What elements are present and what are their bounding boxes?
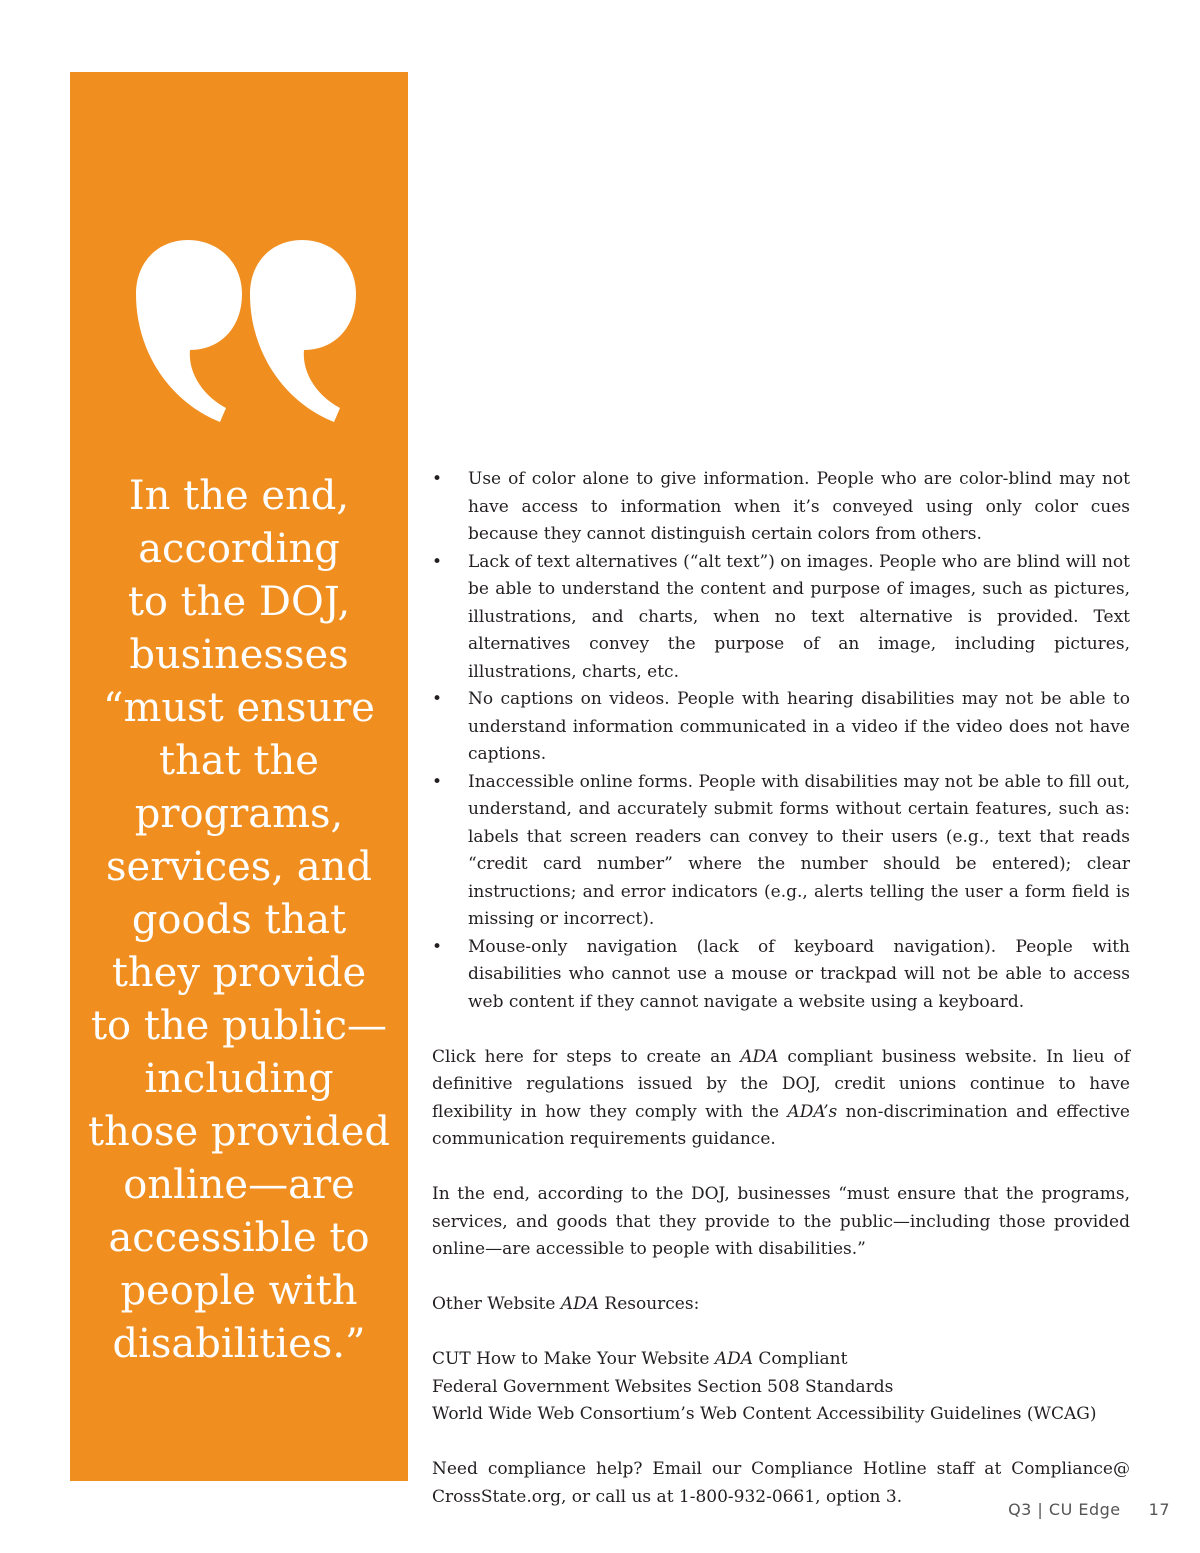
- page-footer: [1008, 1500, 1170, 1519]
- open-quote-icon: [130, 232, 360, 432]
- pull-quote-line: online—are: [123, 1162, 355, 1208]
- pull-quote-line: those provided: [88, 1109, 390, 1155]
- pull-quote-line: In the end,: [128, 473, 350, 519]
- pull-quote-line: they provide: [111, 950, 367, 996]
- pull-quote-line: including: [144, 1056, 334, 1102]
- paragraph-text: for steps to create an: [523, 1046, 741, 1067]
- paragraph-text: non-discrimination and effective communication requirements guidance.: [432, 1101, 1130, 1149]
- pull-quote-line: that the: [159, 738, 319, 784]
- list-item: • Lack of text alternatives (“alt text”) on images. People who are blind will not be able to understand the content and purpose of images, such as pictures, illustrations, and charts, when no text alternative is provided. Text alternatives convey the purpose of an image, including pictures, illustrations, charts, etc.: [432, 549, 1130, 687]
- pull-quote-line: people with: [120, 1268, 358, 1314]
- resources-heading: [432, 1291, 1130, 1319]
- pull-quote-line: to the public—: [90, 1003, 388, 1049]
- pull-quote-line: “must ensure: [103, 685, 375, 731]
- resources-list: [432, 1346, 1130, 1429]
- resource-link-federal[interactable]: Federal Government Websites Section 508 Standards: [432, 1376, 894, 1397]
- ada-term: ADA: [560, 1294, 599, 1314]
- page-number: 17: [1148, 1500, 1170, 1519]
- article-body: [432, 466, 1130, 1511]
- pull-quote-text: [70, 470, 408, 1371]
- list-item: • Mouse-only navigation (lack of keyboard navigation). People with disabilities who cannot use a mouse or trackpad will not be able to access web content if they cannot navigate a website using a keyboard.: [432, 934, 1130, 1017]
- resource-link-cut[interactable]: [432, 1346, 1130, 1374]
- ada-term: ADA: [740, 1046, 779, 1067]
- pull-quote-line: disabilities.”: [112, 1321, 366, 1367]
- resource-link-wcag[interactable]: World Wide Web Consortium’s Web Content Accessibility Guidelines (WCAG): [432, 1404, 1097, 1424]
- click-here-paragraph: [432, 1044, 1130, 1154]
- pull-quote-line: goods that: [131, 897, 347, 943]
- click-here-link[interactable]: Click here: [432, 1046, 524, 1067]
- list-item: • Use of color alone to give information. People who are color-blind may not have access to information when it’s conveyed using only color cues because they cannot distinguish certain colors from others.: [432, 466, 1130, 549]
- compliance-help-paragraph: Need compliance help? Email our Compliance Hotline staff at Compliance@ CrossState.org, or call us at 1-800-932-0661, option 3.: [432, 1459, 1130, 1507]
- pull-quote-line: to the DOJ,: [127, 579, 351, 625]
- end-paragraph: In the end, according to the DOJ, businesses “must ensure that the programs, services, and goods that they provide to the public—including those provided online—are accessible to people with disabilities.”: [432, 1184, 1130, 1259]
- ada-term: ADA’s: [787, 1101, 838, 1122]
- pull-quote-line: accessible to: [108, 1215, 370, 1261]
- paragraph-text: compliant business website. In lieu of definitive regulations issued by the DOJ, credit unions continue to have flexibility in how they comply with the: [432, 1046, 1131, 1122]
- pull-quote-sidebar: [70, 72, 408, 1481]
- pull-quote-line: businesses: [129, 632, 349, 678]
- pull-quote-line: according: [138, 526, 340, 572]
- link-text: CUT How to Make Your Website: [432, 1349, 715, 1369]
- ada-term: ADA: [714, 1349, 754, 1369]
- heading-text: Other Website: [432, 1294, 561, 1314]
- list-item: • No captions on videos. People with hearing disabilities may not be able to understand information communicated in a video if the video does not have captions.: [432, 686, 1130, 769]
- publication-name: Q3 | CU Edge: [1008, 1500, 1121, 1519]
- pull-quote-line: services, and: [106, 844, 372, 890]
- link-text: Compliant: [753, 1349, 848, 1369]
- list-item: • Inaccessible online forms. People with disabilities may not be able to fill out, understand, and accurately submit forms without certain features, such as: labels that screen readers can convey to their users (e.g., text that reads “credit card number” where the number should be entered); clear instructions; and error indicators (e.g., alerts telling the user a form field is missing or incorrect).: [432, 769, 1130, 934]
- pull-quote-line: programs,: [134, 791, 344, 837]
- heading-text: Resources:: [598, 1294, 700, 1314]
- accessibility-issues-list: [432, 466, 1130, 1016]
